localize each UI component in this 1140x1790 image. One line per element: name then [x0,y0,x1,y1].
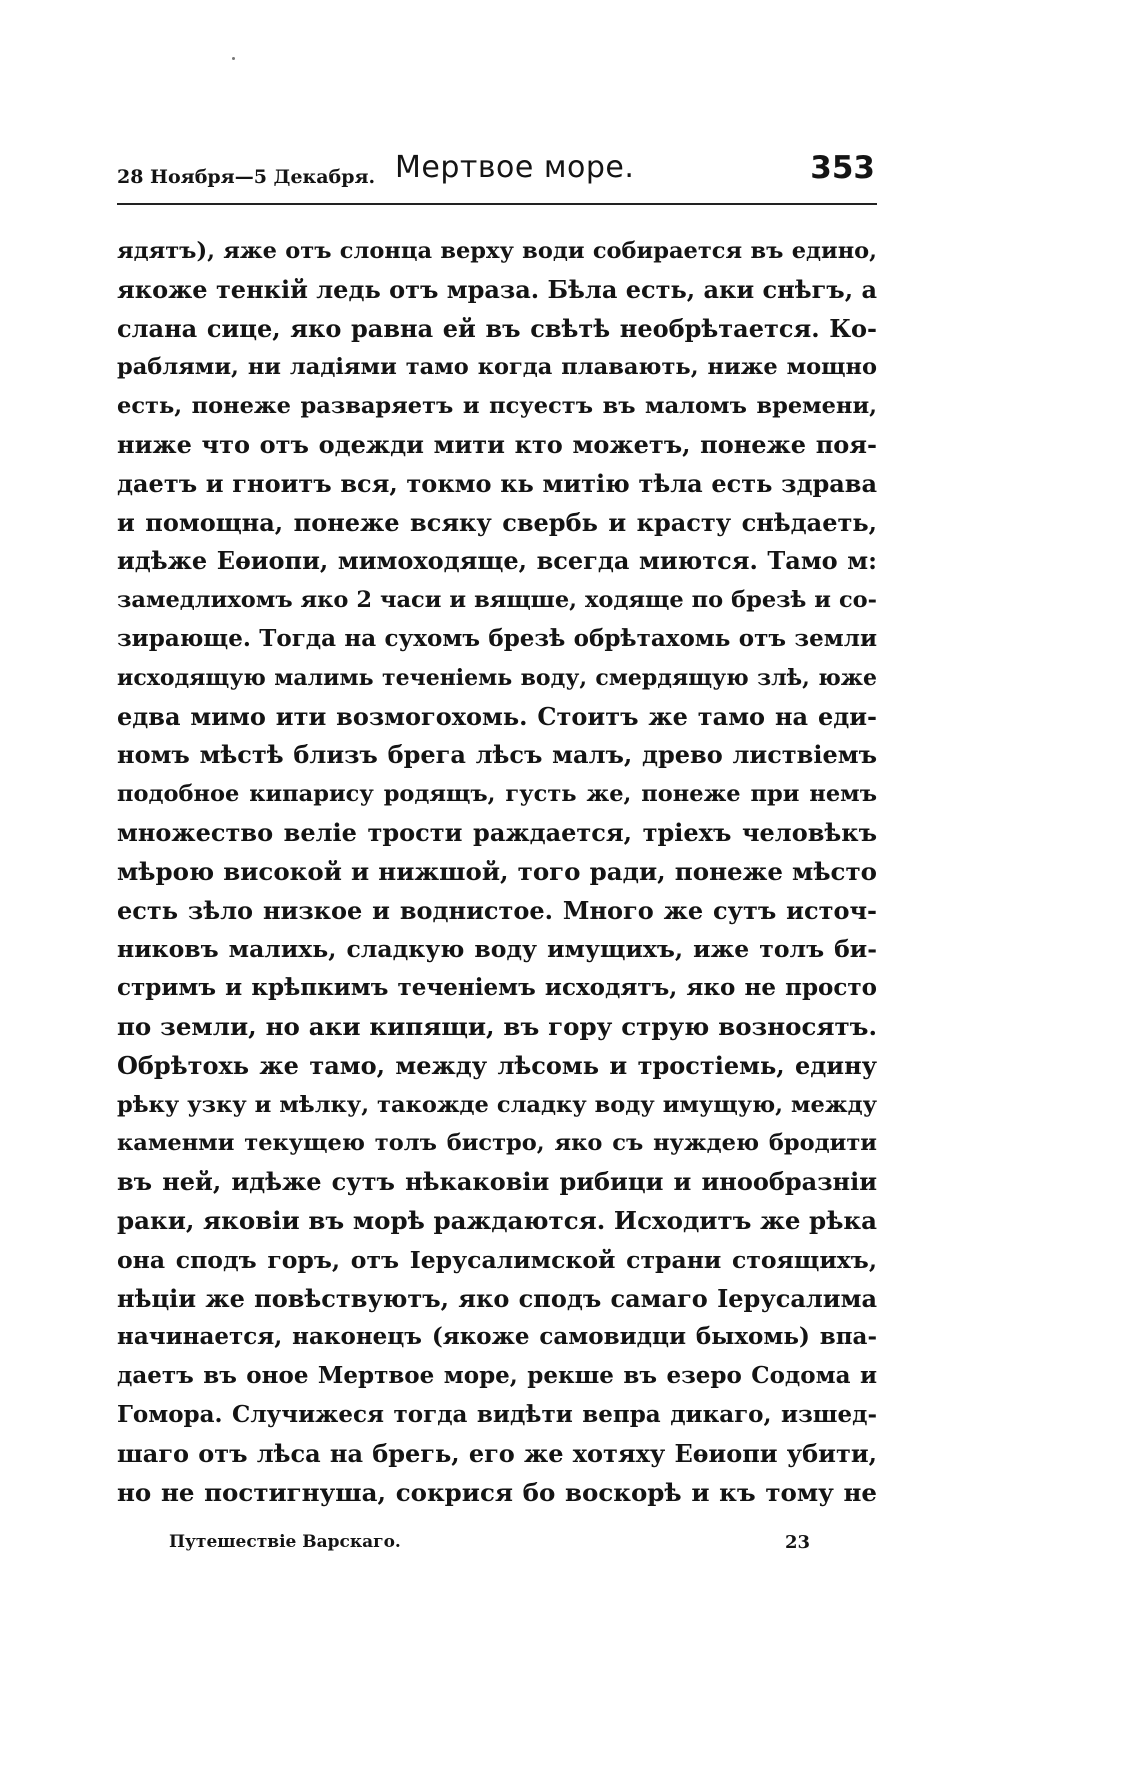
text-line: нѣціи же повѣствуютъ, яко сподъ самаго Іерусалима [117,1283,877,1313]
date-range: 28 Ноября—5 Декабря. [117,166,376,188]
text-line: слана сице, яко равна ей въ свѣтѣ необрѣтается. Ко- [117,313,877,343]
text-line: даетъ и гноитъ вся, токмо кь митію тѣла есть здрава [117,468,877,498]
text-line: даетъ въ оное Мертвое море, рекше въ езеро Содома и [117,1362,877,1390]
text-line: зирающе. Тогда на сухомъ брезѣ обрѣтахомь отъ земли [117,624,877,652]
body-text [117,232,877,1512]
text-line: подобное кипарису родящъ, густь же, понеже при немъ [117,781,877,808]
text-line: мѣрою високой и нижшой, того ради, понеже мѣсто [117,856,877,886]
text-line: есть, понеже разваряетъ и псуестъ въ маломъ времени, [117,393,877,420]
text-line: рѣку узку и мѣлку, такожде сладку воду имущую, между [117,1091,877,1118]
text-line: и помощна, понеже всяку свербь и красту снѣдаеть, [117,507,877,537]
paper-speck [232,57,235,60]
text-line: раки, яковіи въ морѣ раждаются. Исходитъ же рѣка [117,1205,877,1235]
text-line: начинается, наконецъ (якоже самовидци быхомь) впа- [117,1323,877,1351]
header-rule [117,203,877,205]
text-line: якоже тенкій ледь отъ мраза. Бѣла есть, аки снѣгъ, а [117,274,877,304]
text-line: по земли, но аки кипящи, въ гору струю возносятъ. [117,1011,877,1041]
page-number: 353 [810,150,875,186]
running-head [117,148,877,196]
text-line: исходящую малимь теченіемь воду, смердящую злѣ, юже [117,664,877,691]
text-line: стримъ и крѣпкимъ теченіемъ исходятъ, яко не просто [117,974,877,1002]
text-line: номъ мѣстѣ близъ брега лѣсъ малъ, древо листвіемъ [117,740,877,770]
text-line: идѣже Еѳиопи, мимоходяще, всегда миются. Тамо м: [117,546,877,576]
text-line: Обрѣтохь же тамо, между лѣсомь и тростіемь, едину [117,1050,877,1080]
text-line: ниже что отъ одежди мити кто можетъ, понеже поя- [117,429,877,459]
page-footer [117,1532,877,1562]
text-line: есть зѣло низкое и воднистое. Много же сутъ источ- [117,895,877,925]
text-line: каменми текущею толъ бистро, яко съ нуждею бродити [117,1130,877,1157]
book-title: Путешествіе Варскаго. [169,1532,401,1552]
page-title: Мертвое море. [395,150,635,185]
text-line: шаго отъ лѣса на брегь, его же хотяху Еѳиопи убити, [117,1438,877,1468]
text-line: множество веліе трости раждается, тріехъ человѣкъ [117,817,877,847]
text-line: Гомора. Случижеся тогда видѣти вепра дикаго, изшед- [117,1400,877,1428]
text-line: она сподъ горъ, отъ Іерусалимской страни стоящихъ, [117,1245,877,1274]
text-line: раблями, ни ладіями тамо когда плавають, ниже мощно [117,354,877,381]
text-line: но не постигнуша, сокрися бо воскорѣ и къ тому не [117,1477,877,1507]
text-line: въ ней, идѣже сутъ нѣкаковіи рибици и инообразніи [117,1167,877,1197]
text-line: едва мимо ити возмогохомь. Стоитъ же тамо на еди- [117,701,877,731]
text-line: замедлихомъ яко 2 часи и вящше, ходяще по брезѣ и со- [117,587,877,614]
text-line: ядятъ), яже отъ слонца верху води собирается въ едино, [117,238,877,264]
text-line: никовъ малихь, сладкую воду имущихъ, иже толъ би- [117,935,877,964]
signature-mark: 23 [785,1532,811,1553]
